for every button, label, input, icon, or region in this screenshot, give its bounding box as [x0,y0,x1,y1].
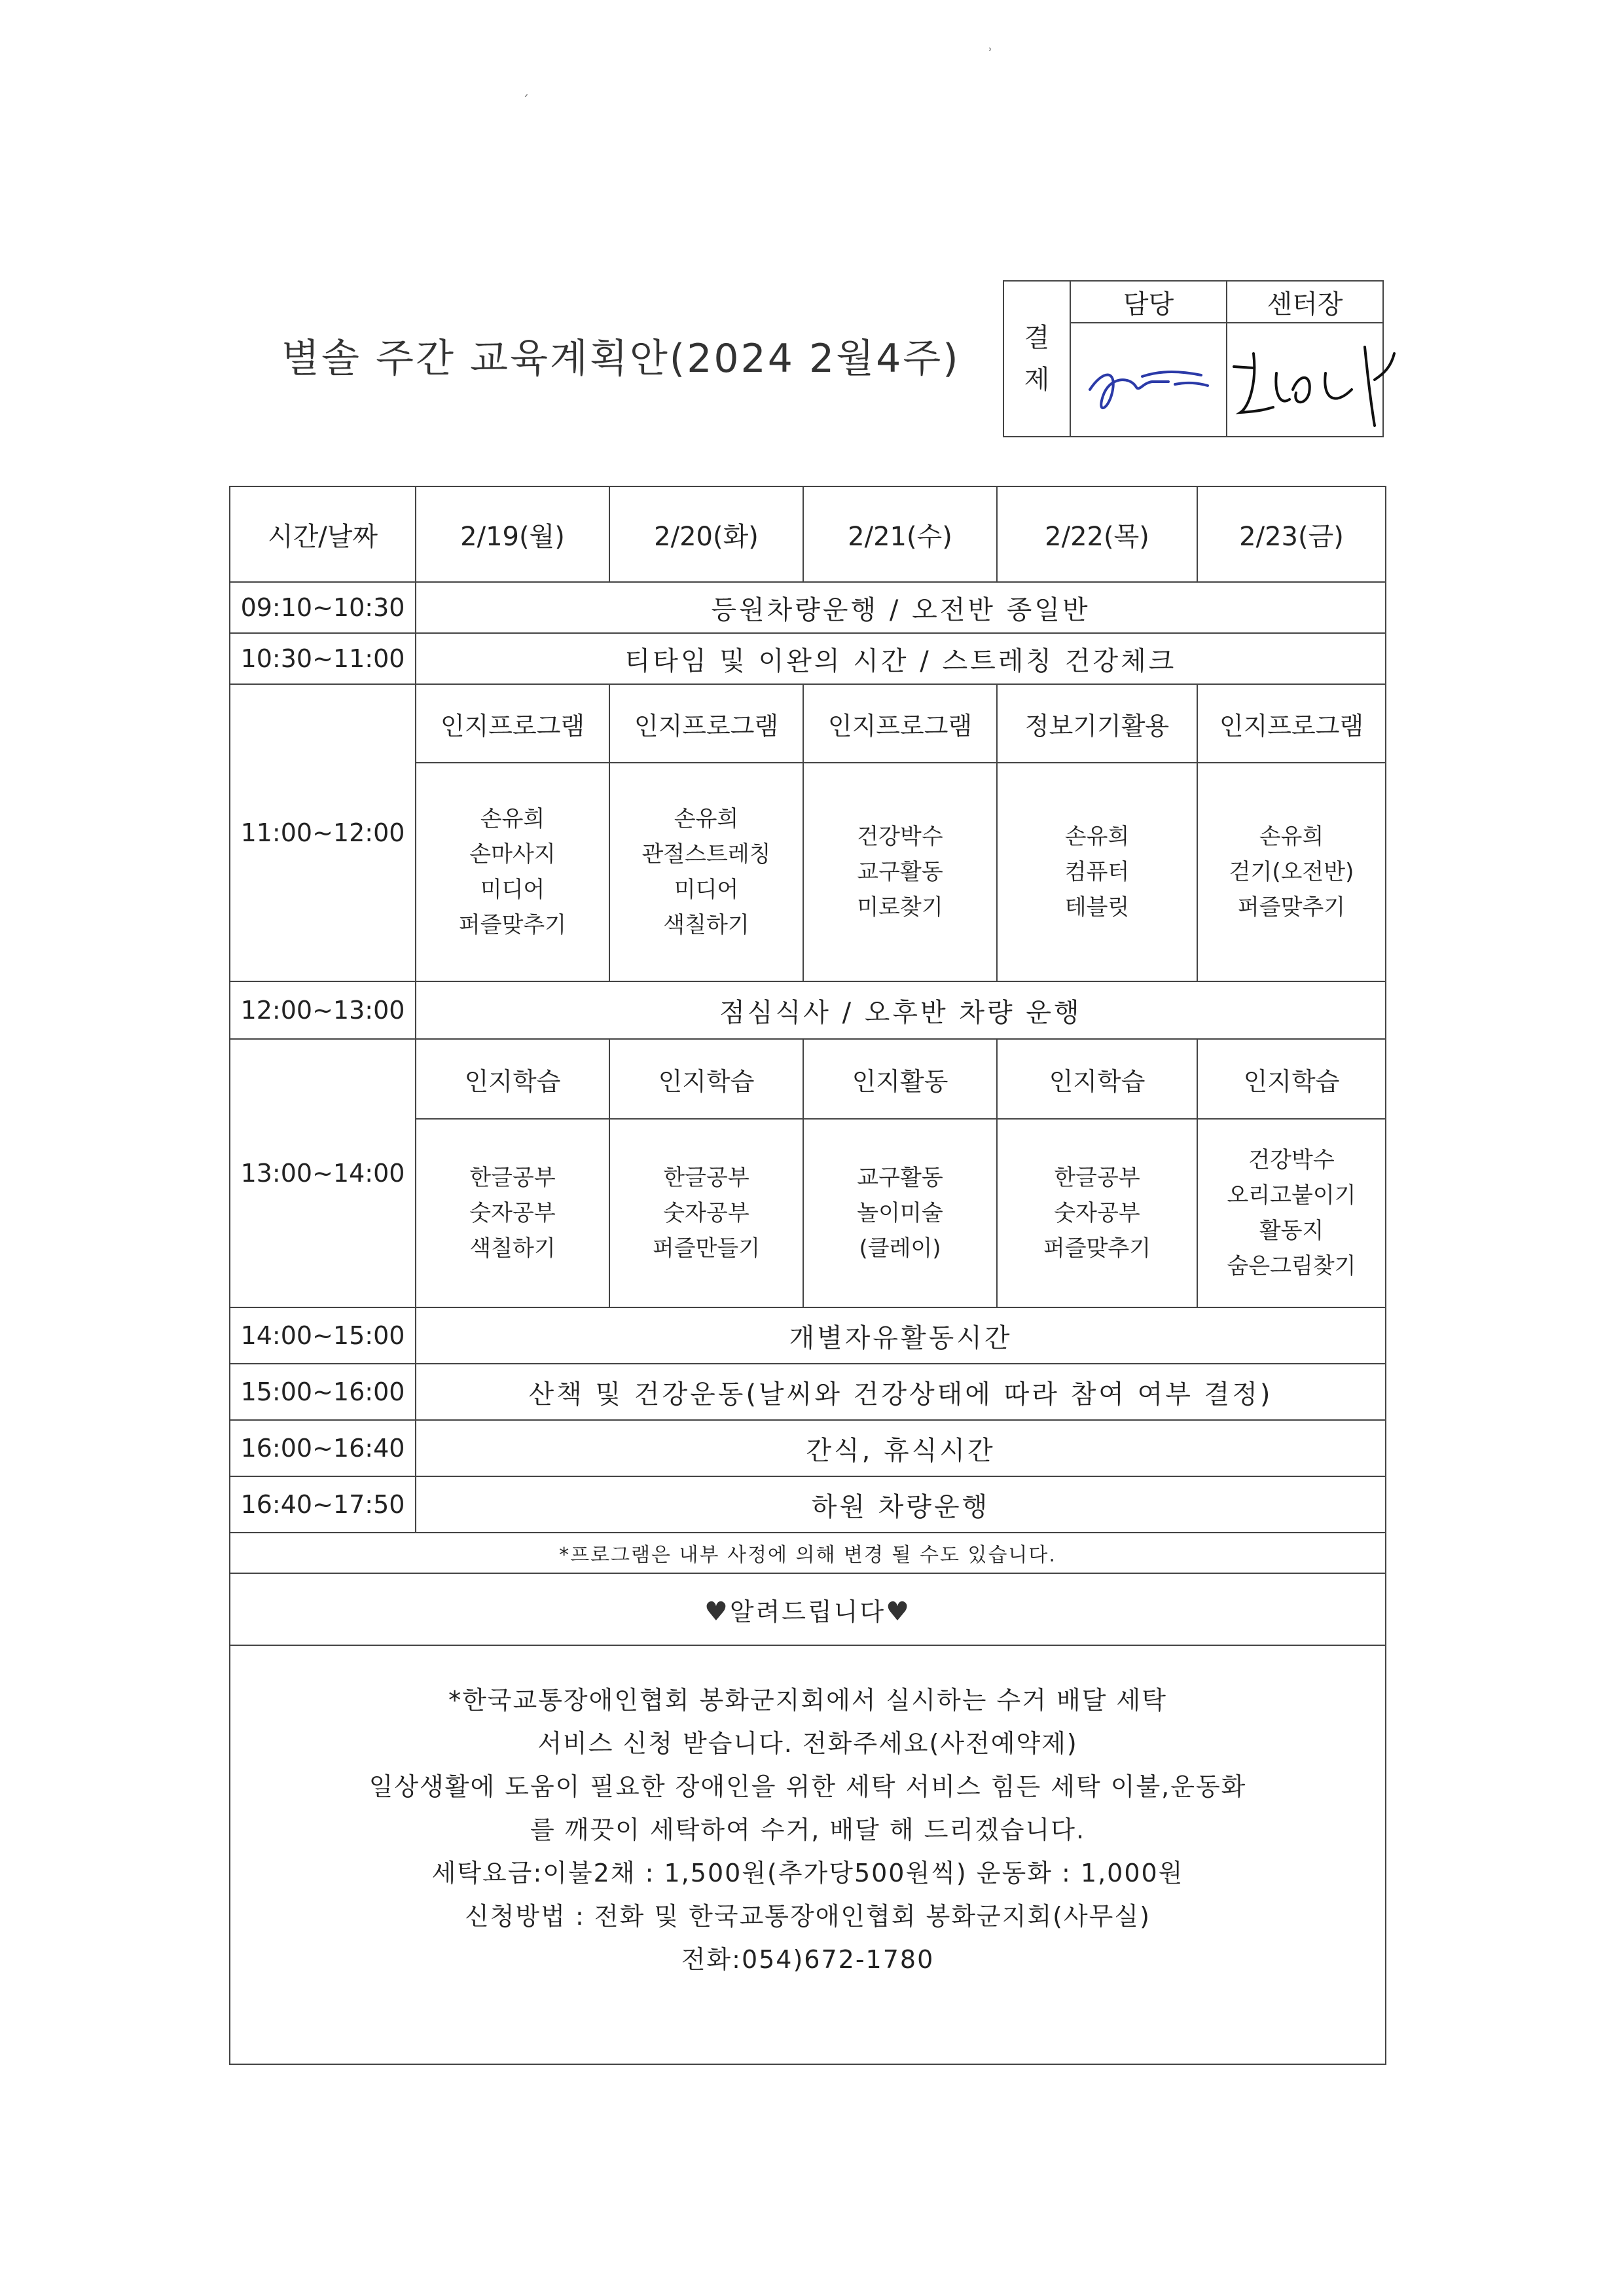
activity-merged: 개별자유활동시간 [416,1307,1386,1364]
activity-list: 손유희 컴퓨터 테블릿 [997,763,1197,981]
program-category: 정보기기활용 [997,684,1197,763]
header-day-fri: 2/23(금) [1197,486,1386,582]
time-cell: 16:00~16:40 [230,1420,416,1476]
director-signature [1227,323,1383,437]
table-row [230,981,1386,1039]
time-cell: 14:00~15:00 [230,1307,416,1364]
program-category: 인지프로그램 [803,684,997,763]
activity-list: 한글공부 숫자공부 퍼즐맞추기 [997,1119,1197,1307]
approval-col-director: 센터장 [1227,281,1383,323]
table-row [230,582,1386,633]
activity-list: 한글공부 숫자공부 퍼즐만들기 [609,1119,803,1307]
activity-merged: 티타임 및 이완의 시간 / 스트레칭 건강체크 [416,633,1386,684]
header-day-mon: 2/19(월) [416,486,609,582]
program-category: 인지활동 [803,1039,997,1119]
notice-line: 서비스 신청 받습니다. 전화주세요(사전예약제) [537,1729,1078,1758]
header-day-tue: 2/20(화) [609,486,803,582]
notice-title-text: 알려드립니다 [729,1597,886,1626]
table-row [230,1476,1386,1533]
program-category: 인지학습 [1197,1039,1386,1119]
activity-list: 건강박수 교구활동 미로찾기 [803,763,997,981]
header-row [230,486,1386,582]
time-cell: 09:10~10:30 [230,582,416,633]
notice-line: 신청방법 : 전화 및 한국교통장애인협회 봉화군지회(사무실) [465,1902,1151,1931]
table-row [230,633,1386,684]
header-time-date: 시간/날짜 [230,486,416,582]
page-title: 별솔 주간 교육계획안(2024 2월4주) [281,336,960,382]
heart-icon: ♥ [886,1596,911,1627]
scan-speck: ˏ [522,81,529,97]
program-category: 인지프로그램 [1197,684,1386,763]
activity-merged: 간식, 휴식시간 [416,1420,1386,1476]
manager-signature [1070,323,1227,437]
time-cell: 15:00~16:00 [230,1364,416,1420]
table-row [230,1573,1386,1645]
time-cell: 16:40~17:50 [230,1476,416,1533]
activity-list: 건강박수 오리고붙이기 활동지 숨은그림찾기 [1197,1119,1386,1307]
scan-speck: ˒ [988,42,993,58]
table-row [230,1533,1386,1573]
schedule-table [229,486,1386,2065]
program-category: 인지학습 [416,1039,609,1119]
program-category: 인지학습 [609,1039,803,1119]
activity-merged: 산책 및 건강운동(날씨와 건강상태에 따라 참여 여부 결정) [416,1364,1386,1420]
activity-list: 손유희 손마사지 미디어 퍼즐맞추기 [416,763,609,981]
activity-list: 손유희 걷기(오전반) 퍼즐맞추기 [1197,763,1386,981]
notice-line: 를 깨끗이 세탁하여 수거, 배달 해 드리겠습니다. [530,1815,1086,1844]
heart-icon: ♥ [704,1596,730,1627]
program-category: 인지학습 [997,1039,1197,1119]
activity-merged: 등원차량운행 / 오전반 종일반 [416,582,1386,633]
activity-merged: 점심식사 / 오후반 차량 운행 [416,981,1386,1039]
table-row [230,1307,1386,1364]
program-category: 인지프로그램 [416,684,609,763]
time-cell: 11:00~12:00 [230,684,416,981]
time-cell: 10:30~11:00 [230,633,416,684]
schedule-note: *프로그램은 내부 사정에 의해 변경 될 수도 있습니다. [230,1533,1386,1573]
notice-line: *한국교통장애인협회 봉화군지회에서 실시하는 수거 배달 세탁 [448,1686,1167,1715]
table-row [230,1645,1386,2064]
notice-line: 세탁요금:이불2채 : 1,500원(추가당500원씩) 운동화 : 1,000원 [431,1859,1184,1887]
notice-line: 일상생활에 도움이 필요한 장애인을 위한 세탁 서비스 힘든 세탁 이불,운동화 [369,1772,1247,1801]
header-day-wed: 2/21(수) [803,486,997,582]
activity-merged: 하원 차량운행 [416,1476,1386,1533]
time-cell: 13:00~14:00 [230,1039,416,1307]
table-row [230,684,1386,763]
header-day-thu: 2/22(목) [997,486,1197,582]
table-row [230,1420,1386,1476]
table-row [230,1364,1386,1420]
approval-box [1003,280,1384,437]
program-category: 인지프로그램 [609,684,803,763]
activity-list: 손유희 관절스트레칭 미디어 색칠하기 [609,763,803,981]
time-cell: 12:00~13:00 [230,981,416,1039]
notice-title [230,1573,1386,1645]
table-row [230,1039,1386,1119]
activity-list: 교구활동 놀이미술 (클레이) [803,1119,997,1307]
activity-list: 한글공부 숫자공부 색칠하기 [416,1119,609,1307]
notice-body [230,1645,1386,2064]
approval-label: 결 제 [1003,281,1070,437]
approval-col-manager: 담당 [1070,281,1227,323]
notice-line: 전화:054)672-1780 [681,1945,935,1974]
